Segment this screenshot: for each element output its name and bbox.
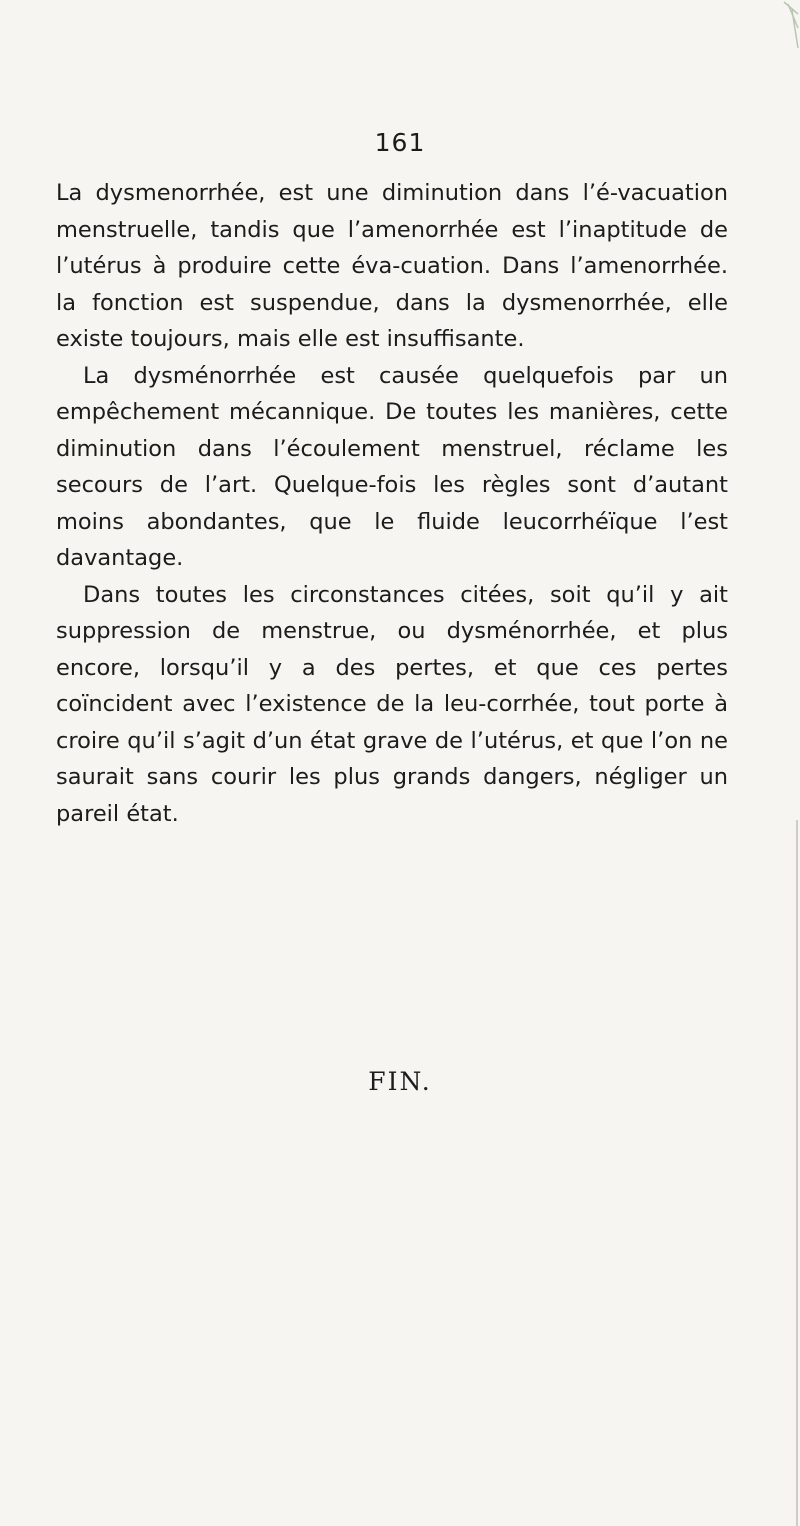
body-text bbox=[56, 175, 728, 832]
page-number: 161 bbox=[374, 128, 426, 157]
paragraph: La dysménorrhée est causée quelquefois par un empêchement mécannique. De toutes les manières, cette diminution dans l’écoulement menstruel, réclame les secours de l’art. Quelque-fois les règles sont d’autant moins abondantes, que le fluide leucorrhéïque l’est davantage. bbox=[56, 362, 728, 571]
page-edge-divider bbox=[796, 820, 798, 1526]
paragraph: La dysmenorrhée, est une diminution dans l’é-vacuation menstruelle, tandis que l’amenorrhée est l’inaptitude de l’utérus à produire cette éva-cuation. Dans l’amenorrhée. la fonction est suspendue, dans la dysmenorrhée, elle existe toujours, mais elle est insuffisante. bbox=[56, 180, 728, 352]
page-corner-mark bbox=[778, 0, 800, 50]
paragraph: Dans toutes les circonstances citées, soit qu’il y ait suppression de menstrue, ou dysménorrhée, et plus encore, lorsqu’il y a des pertes, et que ces pertes coïncident avec l’existence de la leu-corrhée, tout porte à croire qu’il s’agit d’un état grave de l’utérus, et que l’on ne saurait sans courir les plus grands dangers, négliger un pareil état. bbox=[56, 581, 728, 827]
end-mark: FIN. bbox=[368, 1067, 432, 1096]
